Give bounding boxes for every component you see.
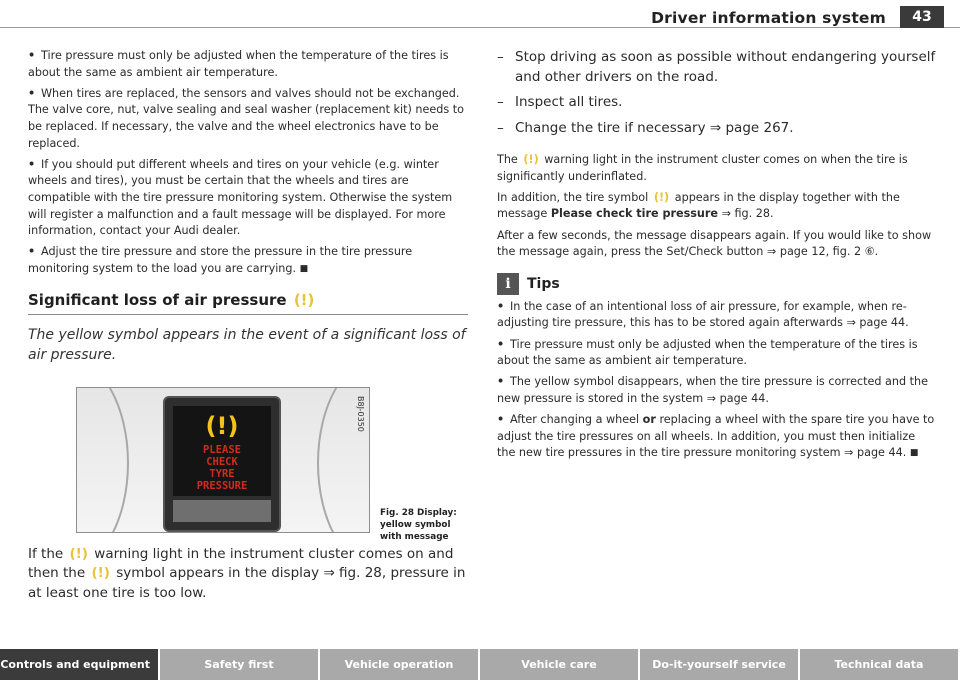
tips-list [497, 299, 937, 462]
tab-controls-and-equipment[interactable]: Controls and equipment [0, 649, 158, 680]
right-column [497, 48, 937, 466]
body-paragraph: In addition, the tire symbol (!) appears in the display together with the message Please check tire pressure ⇒ fig. 28. [497, 190, 900, 221]
list-item: – Stop driving as soon as possible without endangering yourself and other drivers on the road. [497, 49, 936, 85]
list-item: – Inspect all tires. [497, 94, 623, 110]
section-intro: The yellow symbol appears in the event of a significant loss of air pressure. [28, 326, 466, 363]
section-title: Significant loss of air pressure (!) [28, 291, 468, 315]
tire-warning-icon: (!) [523, 153, 539, 166]
tip-item: • The yellow symbol disappears, when the tire pressure is corrected and the new pressure is stored in the system ⇒ page 44. [497, 375, 928, 405]
display-screen [163, 396, 281, 532]
instrument-display-image [76, 387, 370, 533]
tire-warning-icon: (!) [293, 290, 315, 309]
left-bullets [28, 48, 468, 278]
bullet-item: • When tires are replaced, the sensors and valves should not be exchanged. The valve core, nut, valve sealing and seal washer (replacement kit) needs to be replaced. If necessary, the valve and the wheel electronics have to be replaced. [28, 86, 464, 150]
tpms-warning-icon: (!) [205, 411, 239, 440]
tire-warning-icon: (!) [91, 565, 110, 581]
tips-label: Tips [527, 275, 560, 292]
tip-item: • In the case of an intentional loss of air pressure, for example, when re-adjusting tire pressure, this has to be stored again afterwards ⇒ page 44. [497, 299, 909, 330]
chapter-tabs [0, 649, 960, 680]
list-item: – Change the tire if necessary ⇒ page 267. [497, 119, 794, 136]
body-paragraph: If the (!) warning light in the instrument cluster comes on and then the (!) symbol appears in the display ⇒ fig. 28, pressure in at least one tire is too low. [28, 545, 466, 601]
info-icon: i [497, 273, 519, 295]
tire-warning-icon: (!) [69, 545, 88, 562]
tire-warning-icon: (!) [653, 190, 670, 204]
tip-item: • Tire pressure must only be adjusted when the temperature of the tires is about the same as ambient air temperature. [497, 337, 918, 368]
steps-list [497, 48, 937, 138]
tab-vehicle-care[interactable]: Vehicle care [480, 649, 638, 680]
right-paragraphs [497, 152, 937, 261]
bullet-item: • Adjust the tire pressure and store the pressure in the tire pressure monitoring system to the load you are carrying. ■ [28, 245, 413, 275]
body-paragraph: The (!) warning light in the instrument cluster comes on when the tire is significantly underinflated. [497, 153, 908, 183]
figure-28 [28, 387, 468, 542]
gauge-arc-left [76, 387, 129, 533]
display-message: PLEASE CHECK TYRE PRESSURE [196, 443, 248, 492]
tips-heading [497, 273, 937, 295]
bullet-item: • Tire pressure must only be adjusted when the temperature of the tires is about the same as ambient air temperature. [28, 49, 449, 79]
tab-safety-first[interactable]: Safety first [160, 649, 318, 680]
tip-item: • After changing a wheel or replacing a wheel with the spare tire you have to adjust the tire pressures on all wheels. In addition, you must then initialize the new tire pressures in the tire pressure monitoring system ⇒ page 44. ■ [497, 413, 935, 460]
header-title: Driver information system [651, 9, 886, 27]
page-number: 43 [900, 6, 944, 28]
bullet-item: • If you should put different wheels and tires on your vehicle (e.g. winter wheels and tires), you must be certain that the wheels and tires are compatible with the tire pressure monitoring system. Otherwise the system will register a malfunction and a fault message will be displayed. For more information, contact your Audi dealer. [28, 157, 453, 238]
header-rule [0, 27, 960, 28]
tab-do-it-yourself-service[interactable]: Do-it-yourself service [640, 649, 798, 680]
tab-vehicle-operation[interactable]: Vehicle operation [320, 649, 478, 680]
figure-code: B8J-0350 [356, 395, 365, 432]
figure-caption: Fig. 28 Display: yellow symbol with message [380, 507, 457, 542]
tab-technical-data[interactable]: Technical data [800, 649, 958, 680]
left-column [28, 48, 468, 603]
body-paragraph: After a few seconds, the message disappears again. If you would like to show the message again, press the Set/Check button ⇒ page 12, fig. 2 ⑥. [497, 228, 932, 259]
